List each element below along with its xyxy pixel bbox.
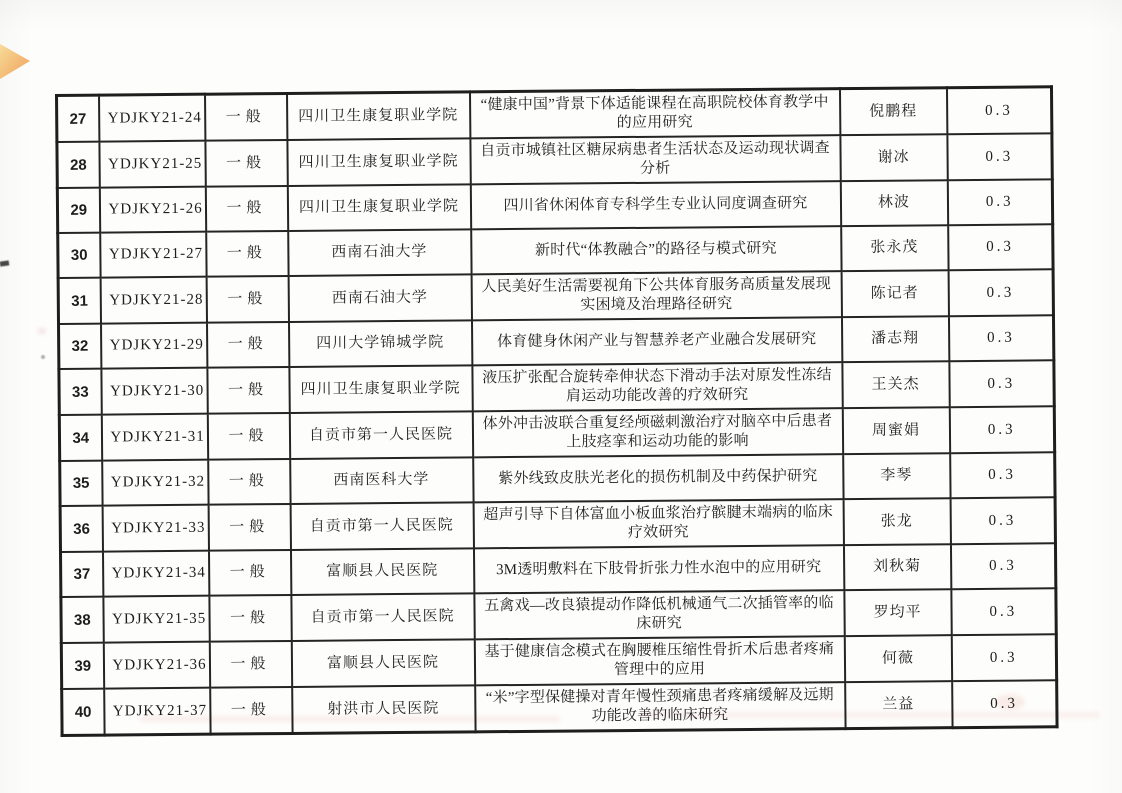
project-code-cell: YDJKY21-25 xyxy=(99,141,205,188)
project-title-cell: “米”字型保健操对青年慢性颈痛患者疼痛缓解及远期功能改善的临床研究 xyxy=(475,682,845,732)
row-number-cell: 32 xyxy=(59,324,101,369)
leader-name-cell: 罗均平 xyxy=(844,589,951,636)
project-type-cell: 一般 xyxy=(208,550,290,596)
leader-name-cell: 潘志翔 xyxy=(841,316,948,362)
scan-speck xyxy=(41,355,45,359)
leader-name-cell: 陈记者 xyxy=(841,270,948,317)
row-number-cell: 39 xyxy=(61,643,103,689)
project-type-cell: 一般 xyxy=(205,93,287,140)
leader-name-cell: 张龙 xyxy=(843,498,950,545)
institution-cell: 西南石油大学 xyxy=(288,274,471,322)
projects-table xyxy=(55,85,1059,737)
project-type-cell: 一般 xyxy=(210,687,292,734)
leader-name-cell: 何薇 xyxy=(844,635,951,682)
project-title-cell: 超声引导下自体富血小板血浆治疗髌腱末端病的临床疗效研究 xyxy=(473,499,843,548)
project-code-cell: YDJKY21-26 xyxy=(99,187,205,233)
institution-cell: 自贡市第一人民医院 xyxy=(290,502,473,550)
leader-name-cell: 倪鹏程 xyxy=(839,88,946,135)
project-type-cell: 一般 xyxy=(208,504,290,551)
funding-amount-cell: 0.3 xyxy=(951,588,1056,635)
project-code-cell: YDJKY21-28 xyxy=(100,277,206,324)
project-type-cell: 一般 xyxy=(205,140,287,187)
project-title-cell: 液压扩张配合旋转牵伸状态下滑动手法对原发性冻结肩运动功能改善的疗效研究 xyxy=(472,362,842,411)
scan-smudge xyxy=(38,328,46,334)
funding-amount-cell: 0.3 xyxy=(950,452,1055,498)
institution-cell: 四川卫生康复职业学院 xyxy=(287,92,470,140)
row-number-cell: 40 xyxy=(62,689,104,736)
project-type-cell: 一般 xyxy=(207,322,289,368)
funding-amount-cell: 0.3 xyxy=(946,87,1051,134)
leader-name-cell: 张永茂 xyxy=(841,225,948,271)
projects-table-body xyxy=(57,87,1058,736)
institution-cell: 射洪市人民医院 xyxy=(292,685,475,733)
leader-name-cell: 谢冰 xyxy=(840,134,947,181)
institution-cell: 四川卫生康复职业学院 xyxy=(287,184,470,231)
project-title-cell: 3M透明敷料在下肢骨折张力性水泡中的应用研究 xyxy=(473,545,843,593)
project-type-cell: 一般 xyxy=(208,459,290,505)
leader-name-cell: 林波 xyxy=(840,180,947,226)
institution-cell: 富顺县人民医院 xyxy=(291,639,474,687)
project-type-cell: 一般 xyxy=(207,413,289,460)
project-type-cell: 一般 xyxy=(206,231,288,277)
project-title-cell: 体外冲击波联合重复经颅磁刺激治疗对脑卒中后患者上肢痉挛和运动功能的影响 xyxy=(472,408,842,457)
project-title-cell: 四川省休闲体育专科学生专业认同度调查研究 xyxy=(470,181,840,229)
project-code-cell: YDJKY21-24 xyxy=(99,94,205,141)
leader-name-cell: 兰益 xyxy=(845,681,952,728)
project-code-cell: YDJKY21-27 xyxy=(100,232,206,278)
project-code-cell: YDJKY21-33 xyxy=(102,505,208,552)
funding-amount-cell: 0.3 xyxy=(948,315,1053,361)
project-type-cell: 一般 xyxy=(209,595,291,642)
institution-cell: 四川卫生康复职业学院 xyxy=(287,138,470,186)
institution-cell: 四川大学锦城学院 xyxy=(288,320,471,367)
funding-amount-cell: 0.3 xyxy=(948,224,1053,270)
project-title-cell: 人民美好生活需要视角下公共体育服务高质量发展现实困境及治理路径研究 xyxy=(471,271,841,320)
project-type-cell: 一般 xyxy=(207,367,289,414)
leader-name-cell: 王关杰 xyxy=(842,361,949,408)
row-number-cell: 27 xyxy=(57,95,99,142)
project-title-cell: “健康中国”背景下体适能课程在高职院校体育教学中的应用研究 xyxy=(469,89,839,139)
projects-table-container xyxy=(55,85,1058,737)
institution-cell: 四川卫生康复职业学院 xyxy=(289,365,472,413)
project-type-cell: 一般 xyxy=(205,186,287,232)
corner-fold-icon xyxy=(0,42,32,82)
row-number-cell: 36 xyxy=(60,506,102,552)
funding-amount-cell: 0.3 xyxy=(949,360,1054,407)
project-code-cell: YDJKY21-36 xyxy=(103,642,209,689)
funding-amount-cell: 0.3 xyxy=(951,634,1056,681)
project-title-cell: 体育健身休闲产业与智慧养老产业融合发展研究 xyxy=(471,317,841,365)
funding-amount-cell: 0.3 xyxy=(947,133,1052,180)
institution-cell: 自贡市第一人民医院 xyxy=(289,411,472,459)
institution-cell: 自贡市第一人民医院 xyxy=(291,593,474,641)
project-title-cell: 自贡市城镇社区糖尿病患者生活状态及运动现状调查分析 xyxy=(470,135,840,184)
row-number-cell: 28 xyxy=(57,142,99,188)
funding-amount-cell: 0.3 xyxy=(947,179,1052,225)
leader-name-cell: 刘秋菊 xyxy=(843,544,950,590)
funding-amount-cell: 0.3 xyxy=(949,406,1054,453)
table-row xyxy=(62,680,1057,735)
funding-amount-cell: 0.3 xyxy=(952,680,1057,727)
project-code-cell: YDJKY21-37 xyxy=(104,688,210,735)
project-title-cell: 基于健康信念模式在胸腰椎压缩性骨折术后患者疼痛管理中的应用 xyxy=(474,636,844,685)
row-number-cell: 34 xyxy=(59,415,101,461)
project-code-cell: YDJKY21-35 xyxy=(103,596,209,643)
row-number-cell: 29 xyxy=(57,188,99,233)
institution-cell: 西南石油大学 xyxy=(288,229,471,276)
project-title-cell: 紫外线致皮肤光老化的损伤机制及中药保护研究 xyxy=(473,454,843,502)
leader-name-cell: 李琴 xyxy=(843,453,950,499)
project-code-cell: YDJKY21-29 xyxy=(101,323,207,369)
project-title-cell: 新时代“体教融合”的路径与模式研究 xyxy=(471,226,841,274)
project-code-cell: YDJKY21-32 xyxy=(102,460,208,506)
institution-cell: 富顺县人民医院 xyxy=(290,548,473,595)
row-number-cell: 38 xyxy=(61,597,103,643)
project-code-cell: YDJKY21-34 xyxy=(102,551,208,597)
funding-amount-cell: 0.3 xyxy=(948,269,1053,316)
project-type-cell: 一般 xyxy=(206,276,288,323)
institution-cell: 西南医科大学 xyxy=(290,457,473,504)
leader-name-cell: 周蜜娟 xyxy=(842,407,949,454)
project-code-cell: YDJKY21-31 xyxy=(101,414,207,461)
project-type-cell: 一般 xyxy=(209,641,291,688)
scan-edge-mark xyxy=(0,260,9,266)
row-number-cell: 31 xyxy=(58,278,100,324)
project-title-cell: 五禽戏—改良猿提动作降低机械通气二次插管率的临床研究 xyxy=(474,590,844,639)
project-code-cell: YDJKY21-30 xyxy=(101,368,207,415)
row-number-cell: 33 xyxy=(59,369,101,415)
row-number-cell: 30 xyxy=(58,233,100,278)
funding-amount-cell: 0.3 xyxy=(950,497,1055,544)
row-number-cell: 37 xyxy=(60,552,102,597)
funding-amount-cell: 0.3 xyxy=(950,543,1055,589)
row-number-cell: 35 xyxy=(60,461,102,506)
